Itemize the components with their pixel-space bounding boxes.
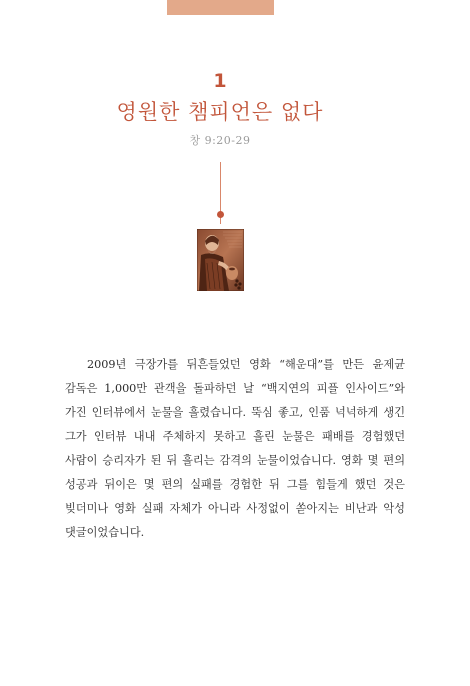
scripture-reference: 창 9:20-29 (189, 134, 251, 147)
divider-dot (217, 211, 224, 218)
chapter-title: 영원한 챔피언은 없다 (116, 100, 324, 124)
chapter-number: 1 (213, 70, 227, 92)
top-decorative-tab (167, 0, 274, 15)
noah-engraving-image (197, 229, 244, 291)
body-paragraph: 2009년 극장가를 뒤흔들었던 영화 “해운대”를 만든 윤제균 감독은 1,000만 관객을 돌파하던 날 “백지연의 피플 인사이드”와 가진 인터뷰에서 눈물을 흘렸습니다. 뚝심 좋고, 인품 넉넉하게 생긴 그가 인터뷰 내내 주체하지 못하고 흘린 눈물은 패배를 경험했던 사람이 승리자가 된 뒤 흘리는 감격의 눈물이었습니다. 영화 몇 편의 성공과 뒤이은 몇 편의 실패를 경험한 뒤 그를 힘들게 했던 것은 빚더미나 영화 실패 자체가 아니라 사정없이 쏟아지는 비난과 악성 댓글이었습니다. (65, 358, 405, 539)
